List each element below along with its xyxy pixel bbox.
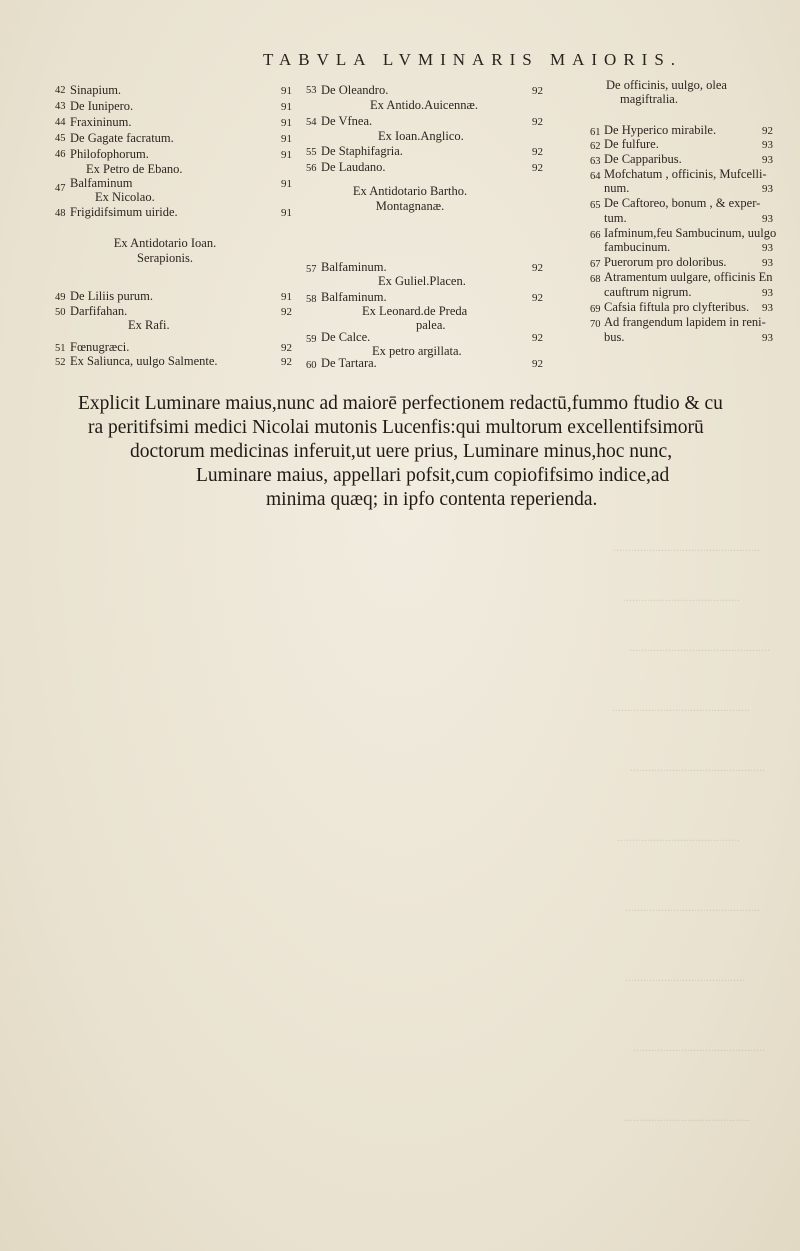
entry-page: 91 bbox=[281, 207, 292, 219]
section-heading: De officinis, uulgo, olea bbox=[606, 78, 727, 92]
entry-source: Ex Petro de Ebano. bbox=[86, 162, 183, 176]
explicit-line: Luminare maius, appellari pofsit,cum copiofifsimo indice,ad bbox=[196, 465, 670, 486]
entry-page: 93 bbox=[762, 257, 773, 269]
entry-source: Ex Nicolao. bbox=[95, 190, 155, 204]
entry-title: Darfifahan. bbox=[70, 304, 128, 318]
source-line: Ex Antidotario Bartho. bbox=[352, 184, 468, 198]
explicit-line: Explicit Luminare maius,nunc ad maiorē perfectionem redactū,fummo ftudio & cu bbox=[78, 393, 723, 414]
entry-title: De Gagate facratum. bbox=[70, 131, 174, 145]
entry-number: 46 bbox=[55, 149, 66, 160]
entry-page: 91 bbox=[281, 117, 292, 129]
entry-number: 63 bbox=[590, 156, 601, 167]
entry-page: 92 bbox=[281, 356, 292, 368]
entry-number: 56 bbox=[306, 163, 317, 174]
entry-number: 64 bbox=[590, 171, 601, 182]
entry-title: cauftrum nigrum. bbox=[604, 285, 692, 299]
entry-number: 65 bbox=[590, 200, 601, 211]
explicit-line: minima quæq; in ipfo contenta reperienda. bbox=[266, 489, 598, 510]
entry-page: 93 bbox=[762, 242, 773, 254]
entry-source: Ex Leonard.de Preda bbox=[362, 304, 468, 318]
entry-number: 67 bbox=[590, 259, 601, 270]
entry-number: 62 bbox=[590, 141, 601, 152]
source-line: Ex Antidotario Ioan. bbox=[113, 236, 217, 250]
entry-source: Ex Ioan.Anglico. bbox=[378, 129, 464, 143]
entry-page: 91 bbox=[281, 178, 292, 190]
entry-title: De Tartara. bbox=[321, 356, 377, 370]
entry-title: Fraxininum. bbox=[70, 115, 132, 129]
entry-number: 48 bbox=[55, 208, 66, 219]
entry-number: 55 bbox=[306, 147, 317, 158]
entry-title: Fœnugræci. bbox=[70, 340, 130, 354]
entry-source: palea. bbox=[416, 318, 446, 332]
entry-title: bus. bbox=[604, 330, 625, 344]
entry-title: Balfaminum bbox=[70, 176, 133, 190]
entry-title: tum. bbox=[604, 211, 627, 225]
entry-number: 51 bbox=[55, 343, 66, 354]
entry-number: 42 bbox=[55, 85, 66, 96]
explicit-line: doctorum medicinas inferuit,ut uere prius, Luminare minus,hoc nunc, bbox=[130, 441, 673, 462]
entry-page: 91 bbox=[281, 149, 292, 161]
page-header: TABVLA LVMINARIS MAIORIS. bbox=[262, 50, 683, 69]
entry-page: 92 bbox=[532, 358, 543, 370]
entry-page: 92 bbox=[532, 332, 543, 344]
entry-title: De Oleandro. bbox=[321, 83, 389, 97]
entry-title: Atramentum uulgare, officinis En bbox=[604, 270, 773, 284]
entry-title: Balfaminum. bbox=[321, 260, 387, 274]
entry-title: De fulfure. bbox=[604, 137, 659, 151]
entry-source: Ex Guliel.Placen. bbox=[378, 274, 466, 288]
entry-title: fambucinum. bbox=[604, 240, 671, 254]
entry-number: 47 bbox=[55, 183, 66, 194]
entry-page: 92 bbox=[532, 292, 543, 304]
entry-title: De Staphifagria. bbox=[321, 144, 403, 158]
entry-number: 57 bbox=[306, 264, 317, 275]
entry-source: Ex Antido.Auicennæ. bbox=[370, 98, 478, 112]
entry-title: Puerorum pro doloribus. bbox=[604, 255, 727, 269]
entry-title: De Laudano. bbox=[321, 160, 386, 174]
entry-title: De Hyperico mirabile. bbox=[604, 123, 717, 137]
entry-page: 92 bbox=[281, 306, 292, 318]
entry-title: Iafminum,feu Sambucinum, uulgo bbox=[604, 226, 777, 240]
entry-number: 58 bbox=[306, 294, 317, 305]
explicit-line: ra peritifsimi medici Nicolai mutonis Lucenfis:qui multorum excellentifsimorū bbox=[88, 417, 704, 438]
entry-page: 92 bbox=[532, 162, 543, 174]
entry-number: 50 bbox=[55, 307, 66, 318]
entry-page: 92 bbox=[532, 262, 543, 274]
entry-page: 91 bbox=[281, 85, 292, 97]
entry-number: 52 bbox=[55, 357, 66, 368]
entry-page: 93 bbox=[762, 287, 773, 299]
entry-page: 93 bbox=[762, 213, 773, 225]
entry-page: 92 bbox=[532, 116, 543, 128]
entry-title: De Calce. bbox=[321, 330, 371, 344]
section-heading: magiftralia. bbox=[620, 92, 678, 106]
entry-page: 93 bbox=[762, 183, 773, 195]
entry-page: 93 bbox=[762, 139, 773, 151]
entry-source: Ex Rafi. bbox=[128, 318, 170, 332]
entry-number: 61 bbox=[590, 127, 601, 138]
entry-page: 92 bbox=[281, 342, 292, 354]
entry-page: 93 bbox=[762, 154, 773, 166]
entry-page: 93 bbox=[762, 332, 773, 344]
entry-title: Frigidifsimum uiride. bbox=[70, 205, 178, 219]
entry-title: Cafsia fiftula pro clyfteribus. bbox=[604, 300, 750, 314]
entry-title: Balfaminum. bbox=[321, 290, 387, 304]
entry-number: 66 bbox=[590, 230, 601, 241]
entry-title: Mofchatum , officinis, Mufcelli- bbox=[604, 167, 767, 181]
entry-title: De Iunipero. bbox=[70, 99, 134, 113]
entry-number: 49 bbox=[55, 292, 66, 303]
entry-number: 68 bbox=[590, 274, 601, 285]
entry-number: 45 bbox=[55, 133, 66, 144]
entry-number: 43 bbox=[55, 101, 66, 112]
entry-page: 92 bbox=[762, 125, 773, 137]
entry-title: Ex Saliunca, uulgo Salmente. bbox=[70, 354, 218, 368]
section-source bbox=[90, 236, 240, 266]
entry-page: 92 bbox=[532, 85, 543, 97]
entry-number: 44 bbox=[55, 117, 66, 128]
entry-number: 59 bbox=[306, 334, 317, 345]
entry-title: Philofophorum. bbox=[70, 147, 149, 161]
entry-number: 60 bbox=[306, 360, 317, 371]
entry-title: Sinapium. bbox=[70, 83, 122, 97]
entry-title: De Caftoreo, bonum , & exper- bbox=[604, 196, 761, 210]
entry-source: Ex petro argillata. bbox=[372, 344, 462, 358]
entry-title: num. bbox=[604, 181, 630, 195]
entry-number: 69 bbox=[590, 304, 601, 315]
section-source bbox=[335, 184, 485, 214]
entry-page: 91 bbox=[281, 291, 292, 303]
entry-title: De Capparibus. bbox=[604, 152, 682, 166]
explicit-paragraph bbox=[78, 392, 788, 512]
entry-number: 70 bbox=[590, 319, 601, 330]
entry-title: De Liliis purum. bbox=[70, 289, 153, 303]
entry-page: 91 bbox=[281, 101, 292, 113]
entry-number: 53 bbox=[306, 85, 317, 96]
show-through-texture: ................................................. ....................................... ............................................... .............................................. ............................................. ......................................... ............................................. ........................................ ............................................ .......................................... bbox=[612, 540, 770, 1124]
entry-title: Ad frangendum lapidem in reni- bbox=[604, 315, 766, 329]
entry-page: 92 bbox=[532, 146, 543, 158]
entry-page: 93 bbox=[762, 302, 773, 314]
source-line: Serapionis. bbox=[137, 251, 193, 265]
entry-title: De Vfnea. bbox=[321, 114, 373, 128]
entry-page: 91 bbox=[281, 133, 292, 145]
source-line: Montagnanæ. bbox=[375, 199, 445, 213]
entry-number: 54 bbox=[306, 117, 317, 128]
